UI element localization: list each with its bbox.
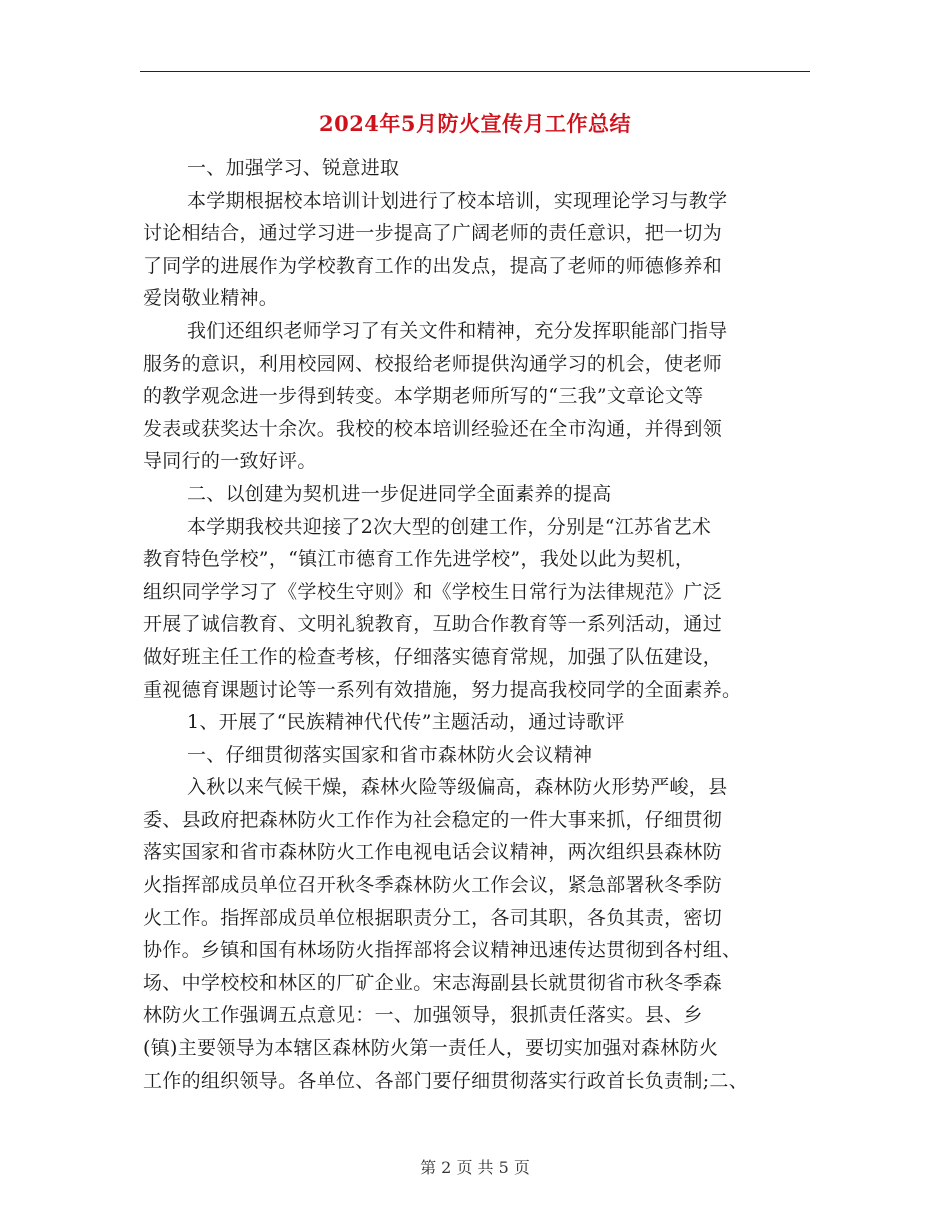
text-line: 爱岗敬业精神。: [143, 287, 279, 310]
text-line: 重视德育课题讨论等一系列有效措施，努力提高我校同学的全面素养。: [143, 678, 742, 701]
text-line: 了同学的进展作为学校教育工作的出发点，提高了老师的师德修养和: [143, 254, 723, 277]
text-line: 场、中学校校和林区的厂矿企业。宋志海副县长就贯彻省市秋冬季森: [143, 971, 723, 994]
text-line: 二、以创建为契机进一步促进同学全面素养的提高: [187, 482, 612, 505]
text-line: 本学期根据校本培训计划进行了校本培训，实现理论学习与教学: [187, 189, 728, 212]
text-line: 服务的意识，利用校园网、校报给老师提供沟通学习的机会，使老师: [143, 352, 723, 375]
text-line: 工作的组织领导。各单位、各部门要仔细贯彻落实行政首长负责制;二、: [143, 1069, 749, 1092]
text-line: 落实国家和省市森林防火工作电视电话会议精神，两次组织县森林防: [143, 841, 723, 864]
text-line: 林防火工作强调五点意见：一、加强领导，狠抓责任落实。县、乡: [143, 1004, 703, 1027]
text-line: 教育特色学校”，“镇江市德育工作先进学校”，我处以此为契机，: [143, 548, 695, 571]
document-title: 2024年5月防火宣传月工作总结: [318, 111, 632, 136]
text-line: 导同行的一致好评。: [143, 450, 317, 473]
text-line: 入秋以来气候干燥，森林火险等级偏高，森林防火形势严峻，县: [187, 776, 728, 799]
text-line: 1、开展了“民族精神代代传”主题活动，通过诗歌评: [187, 711, 625, 734]
text-line: 讨论相结合，通过学习进一步提高了广阔老师的责任意识，把一切为: [143, 222, 723, 245]
document-body: [143, 152, 823, 1097]
text-line: 一、加强学习、锐意进取: [187, 157, 400, 179]
text-line: 火指挥部成员单位召开秋冬季森林防火工作会议，紧急部署秋冬季防: [143, 874, 723, 897]
text-line: 本学期我校共迎接了2次大型的创建工作，分别是“江苏省艺术: [187, 515, 712, 538]
text-line: 委、县政府把森林防火工作作为社会稳定的一件大事来抓，仔细贯彻: [143, 808, 723, 831]
page-footer: 第 2 页 共 5 页: [420, 1158, 530, 1177]
text-line: 组织同学学习了《学校生守则》和《学校生日常行为法律规范》广泛: [143, 580, 723, 603]
text-line: 协作。乡镇和国有林场防火指挥部将会议精神迅速传达贯彻到各村组、: [143, 939, 742, 962]
text-line: 发表或获奖达十余次。我校的校本培训经验还在全市沟通，并得到领: [143, 417, 723, 440]
text-line: 火工作。指挥部成员单位根据职责分工，各司其职，各负其责，密切: [143, 906, 723, 929]
text-line: 开展了诚信教育、文明礼貌教育，互助合作教育等一系列活动，通过: [143, 613, 723, 636]
text-line: 的教学观念进一步得到转变。本学期老师所写的“三我”文章论文等: [143, 385, 704, 408]
text-line: (镇)主要领导为本辖区森林防火第一责任人，要切实加强对森林防火: [143, 1037, 719, 1060]
text-line: 我们还组织老师学习了有关文件和精神，充分发挥职能部门指导: [187, 319, 728, 342]
text-line: 一、仔细贯彻落实国家和省市森林防火会议精神: [187, 743, 593, 766]
header-rule: [140, 71, 810, 72]
text-line: 做好班主任工作的检查考核，仔细落实德育常规，加强了队伍建设，: [143, 645, 723, 668]
